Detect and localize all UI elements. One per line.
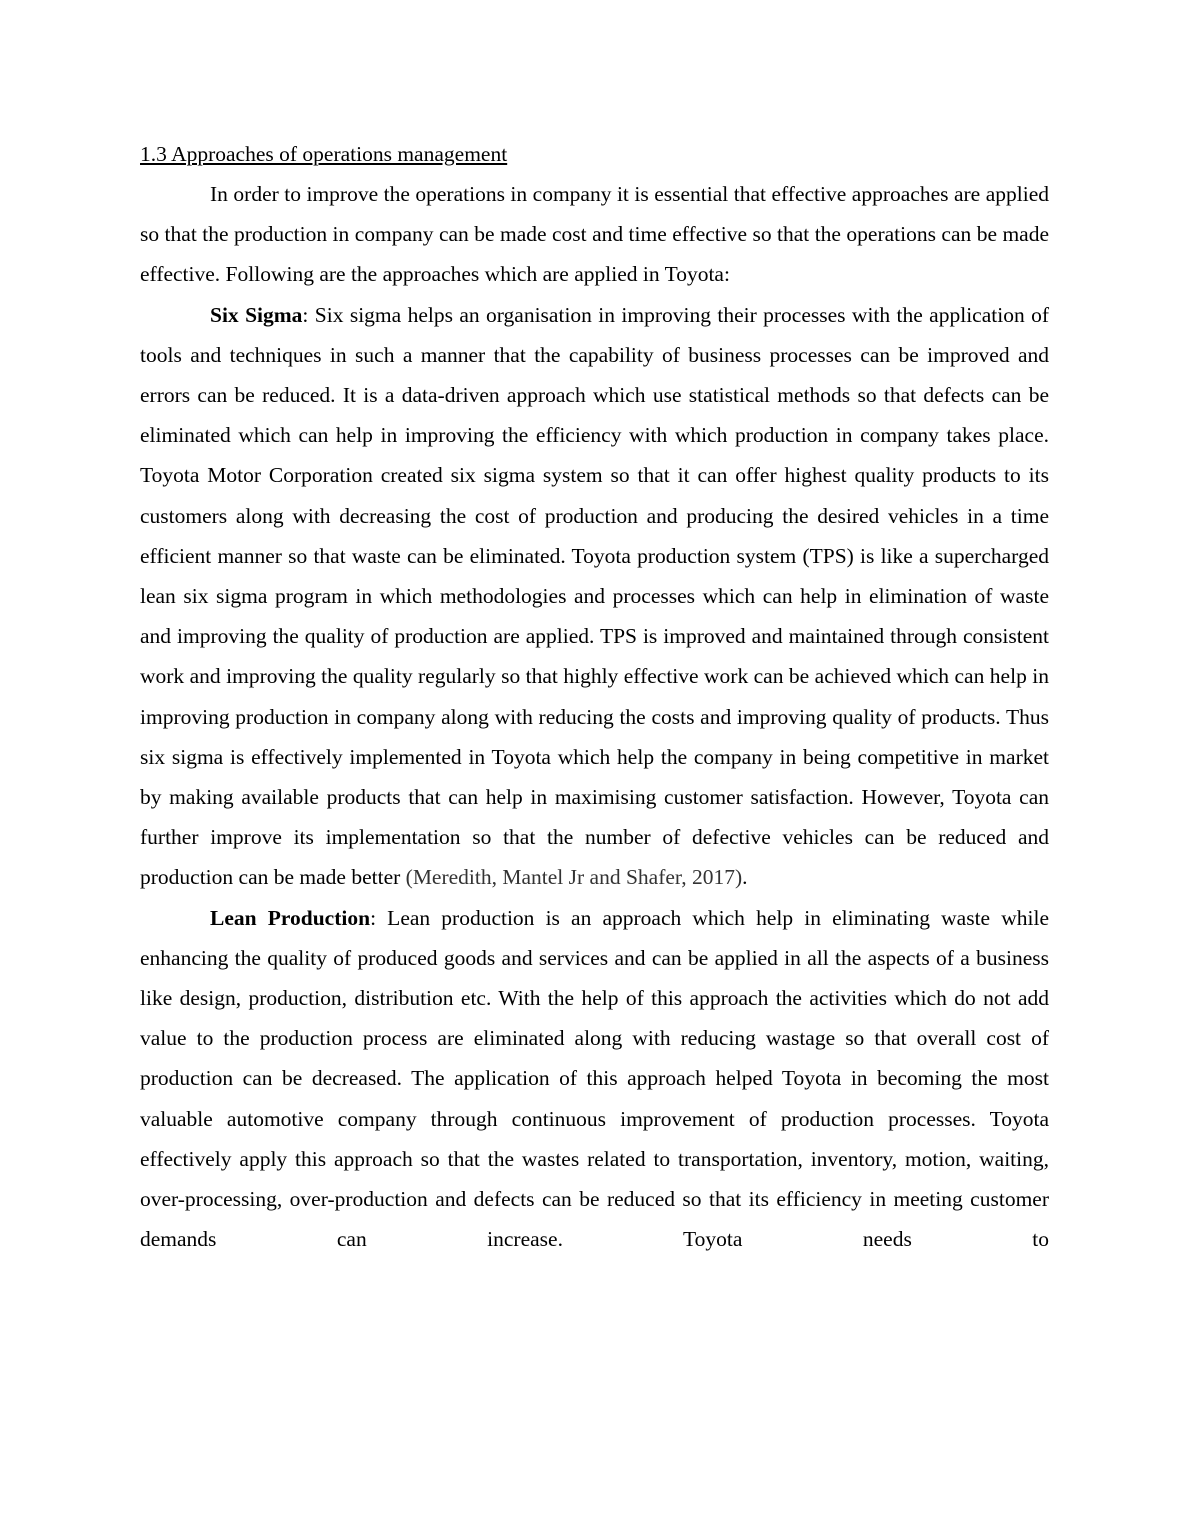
section-heading: 1.3 Approaches of operations management [140,142,508,166]
six-sigma-text: Six sigma helps an organisation in improving their processes with the application of tools and techniques in such a manner that the capability of business processes can be improved and errors can be reduced. It is a data-driven approach which use statistical methods so that defects can be eliminated which can help in improving the efficiency with which production in company takes place. Toyota Motor Corporation created six sigma system so that it can offer highest quality products to its customers along with decreasing the cost of production and producing the desired vehicles in a time efficient manner so that waste can be eliminated. Toyota production system (TPS) is like a supercharged lean six sigma program in which methodologies and processes which can help in elimination of waste and improving the quality of production are applied. TPS is improved and maintained through consistent work and improving the quality regularly so that highly effective work can be achieved which can help in improving production in company along with reducing the costs and improving quality of products. Thus six sigma is effectively implemented in Toyota which help the company in being competitive in market by making available products that can help in maximising customer satisfaction. However, Toyota can further improve its implementation so that the number of defective vehicles can be reduced and production can be made better [140,302,1049,890]
lean-production-text: Lean production is an approach which help in eliminating waste while enhancing the quality of produced goods and services and can be applied in all the aspects of a business like design, production, distribution etc. With the help of this approach the activities which do not add value to the production process are eliminated along with reducing wastage so that overall cost of production can be decreased. The application of this approach helped Toyota in becoming the most valuable automotive company through continuous improvement of production processes. Toyota effectively apply this approach so that the wastes related to transportation, inventory, motion, waiting, over-processing, over-production and defects can be reduced so that its efficiency in meeting customer demands can increase. Toyota needs to [140,905,1049,1252]
six-sigma-term: Six Sigma [210,302,303,327]
lean-production-term: Lean Production [210,905,371,930]
lean-production-separator: : [370,905,377,930]
intro-text: In order to improve the operations in company it is essential that effective approaches are applied so that the production in company can be made cost and time effective so that the operations can be made effective. Following are the approaches which are applied in Toyota: [140,182,1049,287]
six-sigma-citation: (Meredith, Mantel Jr and Shafer, 2017) [405,865,743,890]
six-sigma-paragraph [140,295,1049,898]
six-sigma-end: . [742,865,748,890]
document-page [140,138,1049,1259]
intro-paragraph [140,174,1049,295]
six-sigma-separator: : [302,302,309,327]
lean-production-paragraph [140,898,1049,1260]
